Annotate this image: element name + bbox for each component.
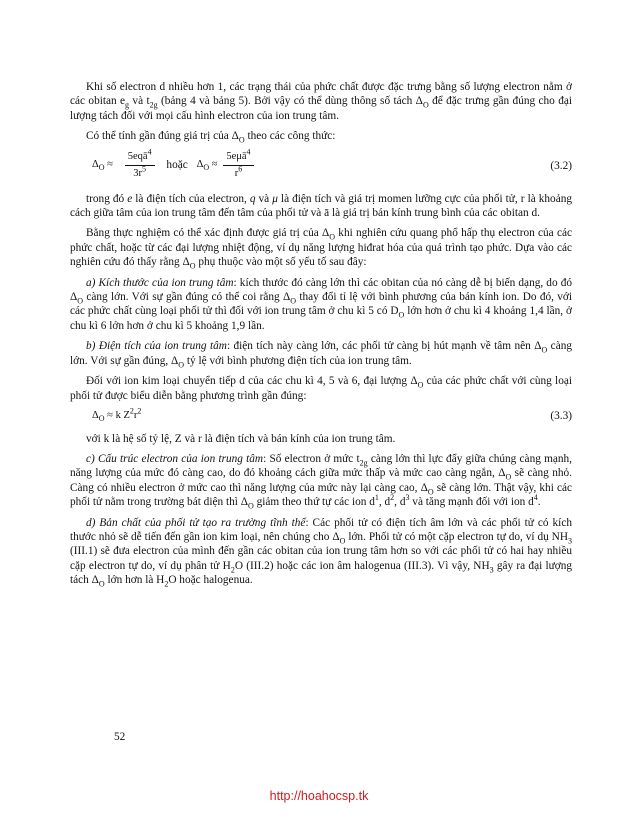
text: r	[234, 168, 239, 180]
text: (III.1) sẽ đưa electron của mình đến gần các obitan của ion trung tâm hơn so với các phối tử có hai hay nhiều cặp electron tự do, ví dụ phân tử H	[70, 545, 572, 572]
subscript: O	[339, 536, 346, 546]
text: giảm theo thứ tự các ion d	[253, 496, 375, 509]
text: Khi số electron d nhiều hơn 1, các trạng thái của phức chất được đặc trưng bằng số lượng electron nằm ở các obitan e	[70, 81, 572, 108]
subscript: O	[417, 380, 424, 390]
superscript: 2	[390, 493, 395, 503]
text: 5eqā	[127, 150, 148, 162]
denominator	[125, 166, 155, 181]
paragraph-experimental	[70, 226, 572, 269]
text: và	[255, 192, 273, 205]
subscript: O	[427, 486, 434, 496]
equation-3-2	[70, 147, 572, 184]
text: Δ	[92, 410, 99, 422]
text: càng lớn. Với sự gần đúng có thể coi rằng Δ	[83, 291, 291, 304]
section-heading: d) Bản chất của phối tử tạo ra trường tĩnh thể	[86, 516, 306, 529]
paragraph-factor-c	[70, 452, 572, 510]
fraction-1	[125, 147, 155, 182]
text: trong đó	[86, 192, 128, 205]
subscript: 3	[568, 536, 573, 546]
footer-link[interactable]: http://hoahocsp.tk	[269, 789, 369, 803]
subscript: 2g	[359, 458, 368, 468]
footer	[0, 787, 638, 805]
text: r	[133, 410, 138, 422]
variable: e	[127, 192, 133, 205]
subscript: O	[77, 296, 84, 306]
text: Δ	[196, 159, 204, 171]
text: của các phức chất với cùng loại phối tử được biểu diễn bằng phương trình gần đúng:	[70, 375, 572, 402]
text: Đối với ion kim loại chuyển tiếp d của các chu kì 4, 5 và 6, đại lượng Δ	[86, 375, 418, 388]
text: khi nghiên cứu quang phổ hấp thụ electron của các phức chất, hoặc từ các đại lượng nhiệt động, ví dụ năng lượng hiđrat hóa của quá trình tạo phức. Dựa vào các nghiên cứu đó thấy rằng Δ	[70, 227, 572, 269]
subscript: g	[125, 100, 130, 110]
equation-3-3	[70, 406, 572, 424]
text: gây ra đại lượng tách Δ	[70, 559, 573, 587]
text: 5eμā	[226, 150, 247, 162]
text: Δ	[92, 159, 99, 171]
text: .	[537, 496, 541, 509]
superscript: 4	[246, 147, 251, 157]
text: : điện tích này càng lớn, các phối tử càng bị hút mạnh về tâm nên Δ	[226, 340, 542, 353]
superscript: 1	[374, 493, 379, 503]
text: (bảng 4 và bảng 5). Bởi vậy có thể dùng thông số tách Δ	[157, 95, 423, 108]
page-body	[70, 80, 572, 594]
denominator	[223, 166, 253, 181]
paragraph-transition-metals	[70, 374, 572, 403]
numerator	[125, 147, 155, 166]
subscript: 2	[164, 579, 169, 589]
text: O (III.2) hoặc các ion âm halogenua (III.3). Vì vậy, NH	[234, 559, 490, 572]
formula-lhs-1	[92, 158, 113, 172]
paragraph-formula-intro	[70, 129, 572, 143]
text: O hoặc halogenua.	[168, 574, 253, 587]
subscript: O	[505, 472, 512, 482]
subscript: O	[178, 359, 185, 369]
text: sẽ càng lớn. Thật vậy, khi các phối tử nằm trong trường bát diện thì Δ	[70, 481, 572, 509]
section-heading: b) Điện tích của ion trung tâm	[86, 340, 227, 353]
text: sẽ càng nhỏ. Càng có nhiều electron ở mức cao thì năng lượng của mức này lại càng cao, Δ	[70, 467, 572, 494]
text: 3r	[133, 168, 143, 180]
text: lớn. Phối tử có một cặp electron tự do, ví dụ NH	[345, 530, 569, 543]
text: : kích thước đó càng lớn thì các obitan của nó càng dễ bị biến dạng, do đó Δ	[70, 276, 572, 304]
superscript: 2	[129, 406, 134, 416]
section-heading: a) Kích thước của ion trung tâm	[86, 276, 234, 289]
subscript: 2g	[149, 100, 158, 110]
section-heading: c) Cấu trúc electron của ion trung tâm	[86, 452, 264, 465]
superscript: 6	[238, 164, 243, 174]
variable: μ	[272, 192, 278, 205]
subscript: 2	[230, 565, 235, 575]
subscript: O	[247, 501, 254, 511]
text: : Số electron ở mức t	[263, 452, 360, 465]
subscript: O	[290, 296, 297, 306]
text: càng lớn. Với sự gần đúng, Δ	[70, 340, 573, 367]
text: càng lớn thì lực đẩy giữa chúng càng mạnh, năng lượng của mức đó càng cao, do đó khoảng cách giữa mức thấp và mức cao càng ngắn, Δ	[70, 452, 573, 480]
subscript: O	[98, 579, 105, 589]
formula	[92, 406, 142, 424]
paragraph-legend: với k là hệ số tỷ lệ, Z và r là điện tích và bán kính của ion trung tâm.	[86, 432, 396, 445]
subscript: O	[541, 345, 548, 355]
text: , d	[394, 496, 406, 509]
approx-sign: ≈	[107, 159, 113, 171]
text: Có thể tính gần đúng giá trị của Δ	[86, 130, 239, 143]
subscript: O	[98, 163, 105, 173]
text: : Các phối tử có điện tích âm lớn và các phối tử có kích thước nhỏ sẽ dễ tiến đến gần ion kim loại, nên chúng cho Δ	[70, 516, 572, 543]
formula-lhs-2	[197, 158, 218, 172]
text: , d	[378, 496, 391, 509]
or-text: hoặc	[166, 159, 188, 172]
text: theo các công thức:	[244, 130, 336, 143]
subscript: O	[238, 135, 245, 145]
text: lớn hơn ở chu kì 4 khoảng 1,4 lần, ở chu kì 6 lớn hơn ở chu kì 5 khoảng 1,9 lần.	[70, 305, 572, 332]
superscript: 4	[533, 493, 538, 503]
paragraph-factor-b	[70, 339, 572, 368]
superscript: 2	[137, 406, 142, 416]
superscript: 4	[147, 147, 152, 157]
fraction-2	[223, 147, 253, 182]
equation-number: (3.3)	[550, 409, 572, 422]
paragraph-factor-d	[70, 516, 572, 588]
subscript: O	[203, 163, 210, 173]
text: tỷ lệ với bình phương điện tích của ion trung tâm.	[184, 354, 412, 367]
subscript: O	[189, 261, 196, 271]
text: để đặc trưng gần đúng cho đại lượng tách đối với mọi cấu hình electron của ion trung tâm.	[70, 95, 573, 122]
variable: q	[249, 192, 256, 205]
approx-sign: ≈	[107, 410, 113, 422]
paragraph-factor-a	[70, 276, 572, 334]
subscript: 3	[489, 565, 494, 575]
text: thay đổi tỉ lệ với bình phương của bán kính ion. Do đó, với các phức chất cùng loại phối tử thì đối với ion trung tâm ở chu kì 5 có D	[70, 291, 572, 318]
subscript: O	[329, 232, 336, 242]
paragraph-intro	[70, 80, 572, 123]
text: lớn hơn là H	[104, 574, 165, 587]
text: phụ thuộc vào một số yếu tố sau đây:	[195, 256, 367, 269]
superscript: 3	[405, 493, 410, 503]
text: là điện tích của electron,	[132, 192, 250, 205]
text: k Z	[115, 410, 130, 422]
text: và t	[129, 95, 150, 108]
paragraph-definitions	[70, 192, 572, 221]
equation-number: (3.2)	[550, 159, 572, 172]
approx-sign: ≈	[211, 159, 218, 171]
text: và tăng mạnh đối với ion d	[409, 496, 534, 509]
text: là điện tích và giá trị momen lưỡng cực của phối tử, r là khoảng cách giữa tâm của ion trung tâm đến tâm của phối tử và ā là giá trị bán kính trung bình của các obitan d.	[70, 192, 573, 220]
page-number: 52	[114, 731, 126, 743]
subscript: O	[422, 100, 429, 110]
subscript: O	[98, 414, 105, 424]
superscript: 5	[142, 164, 147, 174]
subscript: O	[398, 310, 405, 320]
text: Bằng thực nghiệm có thể xác định được giá trị của Δ	[86, 227, 330, 240]
